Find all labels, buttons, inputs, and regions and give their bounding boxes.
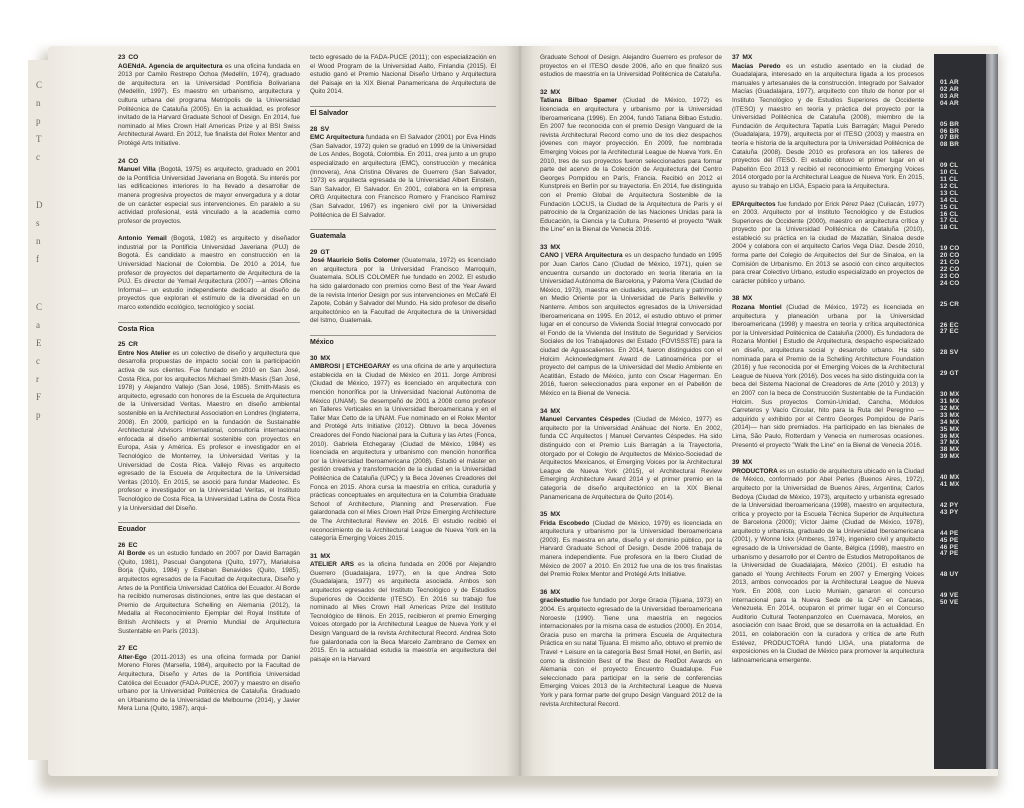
bio-entry (310, 553, 496, 665)
entry-text (310, 257, 496, 326)
entry-number-line (310, 126, 496, 135)
underlying-page-letter: c (36, 356, 40, 366)
entry-number-line (310, 553, 496, 562)
country-code: EC (128, 645, 138, 653)
index-entry: 48 UY (940, 571, 959, 579)
country-code: EC (128, 541, 138, 549)
entry-text (118, 350, 300, 513)
entry-name: AMBROSI | ETCHEGARAY (310, 363, 391, 371)
entry-name: EMC Arquitectura (310, 134, 364, 142)
index-entry: 41 MX (940, 481, 960, 488)
entry-text (310, 54, 496, 97)
entry-number-line (310, 249, 496, 258)
entry-body: (2011-2013) es una oficina formada por Daniel Moreno Flores (Marsella, 1984), arquitecto por la Facultad de Arquitectura, Diseño y Artes de la Pontificia Universidad Católica del Ecuador (FADA-PUCE, 2007) y maestro en diseño urbano por la Universidad Politécnica de Cataluña. Graduado en Urbanismo de la Universidad de Melbourne (2014), y Javier Mera Luna (Quito, 1987), arqui- (118, 653, 300, 713)
index-entry: 23 CO (940, 272, 960, 280)
entry-body: es un estudio asentado en la ciudad de Guadalajara, interesado en la arquitectura ligada a los procesos manuales y artesanales de la construcción. Integrado por Salvador Macías (Guadalajara, 1977), arquitecto con título de honor por el Instituto Tecnológico y de Estudios Superiores de Occidente (ITESO) y maestro en teoría y práctica del proyecto por la Universidad Politécnica de Cataluña (2008), miembro de la Fundación de Arquitectura Tapatía Luis Barragán; Magui Peredo (Guadalajara, 1979), arquitecta por el ITESO (2003) y maestra en teoría e historia de la arquitectura por la Universidad Politécnica de Cataluña (2008). Desde 2010 es profesora en los talleres de proyectos del ITESO. El estudio obtuvo el primer lugar en el Pabellón Eco 2013 y recibió el reconocimiento Emerging Voices 2014 otorgado por la Architectural League de Nueva York. En 2015, ayuso su trabajo en LIGA, Espacio para la Arquitectura. (732, 62, 924, 190)
entry-text (118, 166, 300, 226)
entry-text (732, 63, 924, 192)
entry-body: es una oficina de arte y arquitectura establecida en la Ciudad de México en 2011. Jorge Ambrosi (Ciudad de México, 1977) es licenciado en arquitectura con mención honorífica por la Universidad Nacional Autónoma de México (UNAM). Se desempeñó de 2001 a 2008 como profesor en Talleres Verticales en la Universidad Iberoamericana y en el Taller Max Cetto de la UNAM. Fue nominado en el Rolex Mentor and Protégé Arts Initiative (2012). Obtuvo la beca Jóvenes Creadores del Fondo Nacional para la Cultura y las Artes (Fonca, 2010). Gabriela Etchegaray (Ciudad de México, 1984) es licenciada en arquitectura y urbanismo con mención honorífica por la Universidad Iberoamericana (2008). Estudió el máster en gestión creativa y transformación de la ciudad en la Universidad Politécnica de Cataluña (UPC) y la Beca Jóvenes Creadores del Fonca en 2015. Ahora cursa la maestría en crítica, curaduría y prácticas conceptuales en arquitectura en la Columbia Graduate School of Architecture, Planning and Preservation. Fue galardonada con el Mies Crown Hall Prize Emerging Architecture de The Architectural Review en 2016. El estudio recibió el reconocimiento de la Architectural League de Nueva York en la categoría Emerging Voices 2015. (310, 363, 496, 543)
country-code: CO (128, 157, 139, 165)
entry-body: tecto egresado de la FADA-PUCE (2011); con especialización en el Wood Program de la Universidad Aalto, Finlandia (2015). El estudio ganó el Premio Nacional Diseño Urbano y Arquitectura del Paisaje en la XIX Bienal Panamericana de Arquitectura de Quito 2014. (310, 54, 496, 96)
entry-number-line (540, 511, 722, 520)
entry-name: Entre Nos Atelier (118, 349, 171, 357)
entry-body: fundada en El Salvador (2001) por Eva Hinds (San Salvador, 1972) quien se graduó en 1999 de la Universidad de Los Andes, Bogotá, Colombia. En 2011, crea junto a un grupo especializado en arquitectura (EMC), construcción y mecánica (Innovera), Ana Cristina Olivares de Guerrero (San Salvador, 1973) es arquitecta egresada de la Universidad Albert Einstein, San Salvador, El Salvador. En 2001, colabora en la empresa ORG Arquitectura con Francisco Romero y Francisco Ramírez (San Salvador, 1967) es ingeniero civil por la Universidad Politécnica de El Salvador. (310, 134, 496, 219)
index-entry: 04 AR (940, 99, 959, 107)
bio-entry (118, 542, 300, 637)
entry-text (310, 363, 496, 543)
entry-number-line (732, 295, 924, 304)
bio-entry (310, 249, 496, 326)
index-entry: 40 MX (940, 474, 960, 482)
bio-entry (118, 54, 300, 149)
country-code: MX (320, 552, 331, 560)
entry-number-line (310, 355, 496, 364)
entry-text (118, 654, 300, 714)
entry-number-line (732, 54, 924, 63)
index-entry: 35 MX (940, 425, 960, 433)
entry-number-line (118, 54, 300, 63)
entry-name: Manuel Villa (118, 166, 156, 174)
section-heading: México (310, 335, 496, 348)
entry-number: 35 (540, 511, 548, 519)
entry-text (310, 561, 496, 664)
entry-body: (Ciudad de México, 1972) es licenciada en arquitectura y planeación urbana por la Universidad Iberoamericana (1998) y maestra en teoría y crítica arquitectónica por la Universidad Politécnica de Cataluña (2000). Es fundadora de Rozana Montiel | Estudio de Arquitectura, despacho especializado en diseño, arquitectura social y desarrollo urbano. Ha sido nominada para el Premio de la Schelling Architecture Foundation (2016) y fue reconocida por el Emerging Voices de la Architectural League de Nueva York (2016). Dos veces ha sido distinguida con la beca del Sistema Nacional de Creadores de Arte (2010 y 2013) y en 2007 con la beca de Construcción Sustentable de la Fundación Holcim. Sus proyectos Común-Unidad, Cancha, Módulos Carreteros y Vacío Circular, hito para la Ruta del Peregrino —adquirido y exhibido por el Centro Georges Pompidou de París (2014)— han sido premiados. Ha participado en las bienales de Lima, São Paulo, Rotterdam y Venecia en numerosas ocasiones. Presentó el proyecto "Walk the Line" en la Bienal de Venecia 2016. (732, 304, 924, 449)
index-entry: 26 EC (940, 321, 959, 329)
bio-entry (540, 89, 722, 235)
entry-number: 37 (732, 54, 740, 61)
index-entry: 06 BR (940, 127, 960, 135)
bio-entry (540, 244, 722, 399)
country-code: MX (320, 354, 331, 362)
index-entry: 30 MX (940, 391, 960, 399)
index-entry: 22 CO (940, 265, 960, 273)
index-entry: 08 BR (940, 141, 960, 149)
index-entry: 01 AR (940, 79, 959, 86)
underlying-page-letter: n (36, 236, 41, 246)
entry-number-line (118, 158, 300, 167)
country-code: MX (550, 243, 561, 251)
entry-number: 30 (310, 354, 318, 362)
entry-number: 25 (118, 341, 126, 349)
entry-body: (Bogotá, 1975) es arquitecto, graduado en 2001 de la Pontificia Universidad Javeriana en Bogotá. Su interés por las edificaciones interiores lo ha llevado a desarrollar de manera progresiva proyectos de mayor envergadura y a dotar de un carácter especial sus intervenciones. En paralelo a su actividad profesional, está vinculado a la academia como profesor de proyectos. (118, 166, 300, 225)
entry-name: AGENdA. Agencia de arquitectura (118, 62, 223, 70)
index-entry: 37 MX (940, 439, 960, 447)
underlying-page-letter: C (36, 302, 43, 312)
entry-number: 31 (310, 552, 318, 560)
entry-number: 28 (310, 125, 318, 133)
index-entry: 49 VE (940, 592, 959, 600)
bio-entry (540, 589, 722, 709)
entry-number-line (540, 408, 722, 417)
index-entry: 33 MX (940, 411, 960, 419)
entry-number: 32 (540, 88, 548, 96)
index-entry: 03 AR (940, 92, 959, 100)
bio-entry (310, 355, 496, 544)
index-entry: 36 MX (940, 432, 960, 440)
bio-entry (540, 511, 722, 580)
section-heading: El Salvador (310, 106, 496, 119)
entry-number-line (118, 645, 300, 654)
open-book-spread (36, 46, 998, 776)
entry-body: es un despacho fundado en 1995 por Juan Carlos Cano (Ciudad de México, 1971), quien se encuentra cursando un doctorado en teoría literaria en la Universidad Autónoma de Barcelona, y Paloma Vera (Ciudad de México, 1973), maestra en ciudades, arquitectura y patrimonio en Medio Oriente por la Universidad de París Belleville y Nanterre. Ambos son arquitectos egresados de la Universidad Iberoamericana en 1995. En 2012, el estudio obtuvo el primer lugar en el concurso de Vivienda Social Integral convocado por el Fondo de la Vivienda del Instituto de Seguridad y Servicios Sociales de los Trabajadores del Estado (FOVISSSTE) para la ciudad de Aguascalientes. En 2014, fueron distinguidos con el Holcim Acknowledgment Award de Latinoamérica por el proyecto del campus de la Universidad del Medio Ambiente en Acatitlán, Estado de México, junto con Oscar Hagerman. En 2016, fueron seleccionados para exponer en el Pabellón de México en la Bienal de Venecia. (540, 252, 722, 397)
underlying-page-letter: p (36, 410, 41, 420)
underlying-page-letter: a (36, 320, 40, 330)
entry-body: Graduate School of Design. Alejandro Guerrero es profesor de proyectos en el ITESO desde 2006, año en que finalizó sus estudios de maestría en la Universidad Politécnica de Cataluña. (540, 54, 722, 79)
index-entry: 02 AR (940, 85, 959, 93)
entry-body: es la oficina fundada en 2006 por Alejandro Guerrero (Guadalajara, 1977), en la que Andrea Soto (Guadalajara, 1977) es arquitecta asociada. Ambos son arquitectos egresados del Instituto Tecnológico y de Estudios Superiores de Occidente (ITESO). En 2016 su trabajo fue nominado al Mies Crown Hall Americas Prize del Instituto Tecnológico de Illinois. En 2015, recibieron el premio Emerging Voices otorgado por la Architectural League de Nueva York y el Design Vanguard de la revista Architectural Record. Andrea Soto fue galardonada con la Beca Marcelo Zambrano de Cemex en 2015. En la actualidad estudia la maestría en arquitectura del paisaje en la Harvard (310, 561, 496, 663)
bio-entry (732, 201, 924, 287)
index-entry: 39 MX (940, 453, 960, 461)
index-entry: 44 PE (940, 529, 959, 537)
entry-number: 24 (118, 157, 126, 165)
entry-name: Alter-Ego (118, 653, 147, 661)
entry-number-line (540, 244, 722, 253)
entry-name: ATELIER ARS (310, 561, 355, 569)
index-entry: 14 CL (940, 196, 959, 204)
index-entry: 46 PE (940, 543, 959, 551)
entry-number-line (118, 542, 300, 551)
entry-name: Manuel Cervantes Céspedes (540, 416, 631, 424)
index-entry: 12 CL (940, 182, 959, 190)
book-gutter (506, 46, 534, 776)
country-code: MX (550, 511, 561, 519)
entry-body: es un estudio fundado en 2007 por David Barragán (Quito, 1981), Pascual Gangotena (Quito, 1977), Marialuisa Borja (Quito, 1984) y Esteban Benavides (Quito, 1985), arquitectos egresados de la Facultad de Arquitectura, Diseño y Artes de la Pontificia Universidad Católica del Ecuador. Al Borde ha recibido numerosas distinciones, entre las que destacan el Premio de Arquitectura Schelling en Alemania (2012), la Medalla al Reconocimiento Ejemplar del Royal Institute of British Architects y el Premio Mundial de Arquitectura Sustentable en París (2013). (118, 550, 300, 635)
entry-body: fue fundado por Erick Pérez Páez (Culiacán, 1977) en 2003. Arquitecto por el Instituto Tecnológico y de Estudios Superiores de Occidente (2000), maestro en arquitectura crítica y proyecto por la Universidad Politécnica de Cataluña (2010), estableció su práctica en la ciudad de Mazatlán, Sinaloa desde 2004 y colabora con el arquitecto Carlos Vega Díaz. Desde 2010, forma parte del Colegio de Arquitectos del Sur de Sinaloa, en la Comisión de Urbanismo. En 2013 se asoció con cinco arquitectos para crear Colectivo Urbano, estudio especializado en proyectos de carácter público y urbano. (732, 200, 924, 285)
index-entry: 24 CO (940, 279, 960, 287)
right-page-column-1 (540, 54, 722, 718)
entry-text (732, 201, 924, 287)
section-heading: Ecuador (118, 522, 300, 535)
country-code: CR (128, 341, 138, 349)
entry-name: Macías Peredo (732, 62, 781, 70)
index-entry: 29 GT (940, 370, 959, 378)
section-heading: Costa Rica (118, 322, 300, 335)
entry-number: 23 (118, 54, 126, 61)
page-block-edge (986, 54, 998, 769)
index-entry: 28 SV (940, 349, 959, 357)
entry-name: EPArquitectos (732, 200, 776, 208)
country-code: MX (742, 459, 753, 467)
entry-number: 26 (118, 541, 126, 549)
index-entry: 34 MX (940, 418, 960, 426)
bio-entry (732, 459, 924, 665)
entry-body: (Guatemala, 1972) es licenciado en arquitectura por la Universidad Francisco Marroquín, Guatemala. SOLIS COLOMER fue fundado en 2002. El estudio ha sido galardonado con premios como Best of the Year Award de la revista Interior Design por sus intervenciones en McCafé El Zapote, Cobán y Salvador del Mundo. Ha sido profesor de diseño arquitectónico en la Facultad de Arquitectura de la Universidad del Istmo, Guatemala. (310, 257, 496, 325)
entry-number: 36 (540, 588, 548, 596)
bio-entry (118, 235, 300, 312)
index-entry: 11 CL (940, 176, 959, 183)
index-entry: 45 PE (940, 536, 959, 544)
entry-text (540, 252, 722, 398)
country-index-sidebar (934, 54, 986, 769)
entry-number-line (118, 341, 300, 350)
entry-body: (Bogotá, 1982) es arquitecto y diseñador industrial por la Pontificia Universidad Javeriana (PUJ) de Bogotá. Es candidato a maestro en construcción en la Universidad Nacional de Colombia. De 2010 a 2014, fue profesor de proyectos del departamento de Arquitectura de la PUJ. Es director de Yemail Arquitectura (2007) —antes Oficina Informal— un estudio independiente dedicado al diseño de proyectos que exploran el estímulo de la diversidad en un marco extendido ecológico, tecnológico y social. (118, 235, 300, 312)
underlying-page-letter: c (36, 152, 40, 162)
right-page-column-2 (732, 54, 924, 674)
entry-name: PRODUCTORA (732, 467, 778, 475)
entry-text (118, 235, 300, 312)
entry-name: Tatiana Bilbao Spamer (540, 97, 618, 105)
bio-entry (732, 295, 924, 450)
entry-number-line (540, 89, 722, 98)
underlying-page-letter: r (36, 374, 39, 384)
entry-name: Al Borde (118, 550, 146, 558)
index-entry: 31 MX (940, 398, 960, 405)
entry-text (540, 597, 722, 709)
index-entry: 18 CL (940, 224, 959, 232)
bio-entry (118, 645, 300, 714)
entry-number: 34 (540, 407, 548, 415)
country-code: MX (550, 588, 561, 596)
underlying-page-letter: E (36, 338, 42, 348)
entry-name: Antonio Yemail (118, 235, 167, 243)
index-entry: 20 CO (940, 252, 960, 260)
index-entry: 38 MX (940, 446, 960, 454)
underlying-page-letter: D (36, 200, 43, 210)
entry-name: Frida Escobedo (540, 519, 590, 527)
underlying-page-letter: p (36, 116, 41, 126)
index-entry: 19 CO (940, 245, 960, 253)
country-code: MX (550, 88, 561, 96)
country-code: SV (320, 125, 330, 133)
index-entry: 27 EC (940, 328, 959, 336)
index-entry: 05 BR (940, 120, 960, 128)
right-page (518, 46, 998, 776)
entry-name: Rozana Montiel (732, 304, 782, 312)
underlying-page-letter: s (36, 218, 40, 228)
underlying-page-letter: F (36, 392, 42, 402)
left-page-column-1 (118, 54, 300, 723)
entry-body: (Ciudad de México, 1977) es arquitecto por la Universidad Anáhuac del Norte. En 2002, funda CC Arquitectos | Manuel Cervantes Céspedes. Ha sido distinguido con el Premio Luis Barragán a la Trayectoria, otorgado por el Colegio de Arquitectos de México-Sociedad de Arquitectos Mexicanos, el Emerging Voices por la Architectural League de Nueva York (2015), el Architectural Review Emerging Architecture Award 2014 y el primer premio en la categoría de diseño arquitectónico en la XIX Bienal Panamericana de Arquitectura de Quito (2014). (540, 416, 722, 501)
entry-text (540, 97, 722, 235)
entry-name: José Mauricio Solís Colomer (310, 257, 400, 265)
index-entry: 13 CL (940, 189, 959, 197)
bio-entry (118, 158, 300, 227)
underlying-page-letter: f (36, 254, 39, 264)
index-entry: 21 CO (940, 259, 960, 266)
index-entry: 25 CR (940, 300, 960, 308)
entry-text (540, 54, 722, 80)
country-code: GT (320, 248, 330, 256)
bio-entry (540, 408, 722, 503)
underlying-page-letter: n (36, 98, 41, 108)
index-entry: 09 CL (940, 162, 959, 170)
entry-text (540, 416, 722, 502)
country-code: MX (742, 54, 753, 61)
entry-number-line (540, 589, 722, 598)
index-entry: 43 PY (940, 508, 959, 516)
bio-entry (310, 54, 496, 97)
index-entry: 07 BR (940, 134, 960, 142)
entry-text (540, 520, 722, 580)
entry-number: 38 (732, 295, 740, 303)
entry-name: CANO | VERA Arquitectura (540, 252, 623, 260)
entry-number: 27 (118, 645, 126, 653)
entry-body: es un estudio de arquitectura ubicado en la Ciudad de México, conformado por Abel Perles (Buenos Aires, 1972), arquitecto por la Universidad de Buenos Aires, Argentina; Carlos Bedoya (Ciudad de México, 1973), arquitecto y urbanista egresado de la Universidad Iberoamericana (1998), maestro en arquitectura, crítica y proyecto por la Escuela Técnica Superior de Arquitectura de Barcelona (2000); Víctor Jaime (Ciudad de México, 1978), arquitecto y urbanista, graduado de la Universidad Iberoamericana (2001), y Wonne Ickx (Amberes, 1974), ingeniero civil y arquitecto egresado de la Universidad de Gante, Bélgica (1998), maestro en urbanismo y desarrollo por el Centro de Estudios Metropolitanos de la Universidad de Guadalajara, México (2001). El estudio ha ganado el Young Architects Forum en 2007 y Emerging Voices 2013, ambos convocados por la Architectural League de Nueva York. En 2008, con Lucio Muniain, ganaron el concurso internacional para la Nueva Sede de la CAF en Caracas, Venezuela. En 2014, ocuparon el primer lugar en el Concurso Auditorio Cultural Teotenpanzolco en Cuernavaca, Morelos, en asociación con Isaac Broid, que se desarrolla en la actualidad. En 2011, en colaboración con la curadora y crítica de arte Ruth Estévez, PRODUCTORA fundó LIGA, una plataforma de exposiciones en la Ciudad de México para promover la arquitectura latinoamericana emergente. (732, 467, 924, 664)
index-entry: 47 PE (940, 550, 959, 558)
index-entry: 15 CL (940, 203, 959, 211)
index-entry: 32 MX (940, 404, 960, 412)
entry-text (118, 63, 300, 149)
country-code: MX (742, 295, 753, 303)
entry-body: (Ciudad de México, 1979) es licenciada en arquitectura y urbanismo por la Universidad Iberoamericana (2003). Es maestra en arte, diseño y el dominio público, por la Harvard Graduate School of Design. Desde 2006 trabaja de manera independiente. Fue profesora en la Ibero Ciudad de México de 2007 a 2010. En 2012 fue una de los tres finalistas del Premio Rolex Mentor and Protégé Arts Initiative. (540, 519, 722, 579)
left-page (48, 46, 518, 776)
index-entry: 42 PY (940, 501, 959, 509)
index-entry: 17 CL (940, 217, 959, 225)
entry-number: 39 (732, 459, 740, 467)
entry-text (732, 468, 924, 666)
bio-entry (540, 54, 722, 80)
entry-body: es un colectivo de diseño y arquitectura que desarrolla propuestas de impacto social con la participación activa de sus clientes. Fue fundado en 2010 en San José, Costa Rica, por los arquitectos Michael Smith-Masis (San José, 1978) y Alejandro Vallejo (San José, 1985). Smith-Masis es arquitecto, egresado con honores de la Escuela de Arquitectura de la Universidad Veritas. Maestro en diseño ambiental sostenible en la Architectural Association en Londres (Inglaterra, 2008). En 2009, participó en la fundación de Sustainable Architectural Advisors International, consultoría internacional enfocada al diseño ambiental sostenible con proyectos en Europa, Asia y América. Es profesor e investigador en el Tecnológico de Monterrey, la Universidad Veritas y la Universidad de Costa Rica. Vallejo Rivas es arquitecto egresado de la Escuela de Arquitectura de la Universidad Veritas (2010). En 2015, se asoció para fundar Madeotec. Es profesor e investigador en la Universidad Veritas, el Instituto Tecnológico de Costa Rica, la Universidad Latina de Costa Rica y la Universidad del Diseño. (118, 349, 300, 512)
section-heading: Guatemala (310, 229, 496, 242)
entry-text (310, 134, 496, 220)
entry-number-line (732, 459, 924, 468)
entry-body: (Ciudad de México, 1972) es licenciada en arquitectura y urbanismo por la Universidad Iberoamericana (1996). En 2004, fundó Tatiana Bilbao Estudio. En 2007 fue reconocida con el premio Design Vanguard de la revista Architectural Record como uno de los diez despachos jóvenes con mayor proyección. En 2009, fue nombrada Emerging Voices por la Architectural League de Nueva York. En 2010, tres de sus proyectos fueron seleccionados para formar parte del acervo de la Colección de Arquitectura del Centro Georges Pompidou en París, Francia. Recibió en 2012 el Kunstpreis en Berlín por su trayectoria. En 2014, fue distinguida con el Premio Global de Arquitectura Sostenible de la Fundación LOCUS, la Ciudad de la Arquitectura de París y el patrocinio de la Organización de las Naciones Unidas para la Educación, la Ciencia y la Cultura. Presentó el proyecto "Walk the Line" en la Bienal de Venecia 2016. (540, 97, 722, 234)
bio-entry (310, 126, 496, 221)
entry-number: 33 (540, 243, 548, 251)
underlying-page-letter: T (36, 134, 42, 144)
underlying-page-letter: C (36, 80, 43, 90)
entry-text (118, 550, 300, 636)
entry-body: fue fundado por Jorge Gracia (Tijuana, 1973) en 2004. Es arquitecto egresado de la Universidad Iberoamericana Noroeste (1990). Tiene una maestría en negocios internacionales por la misma casa de estudios (2000). En 2014, Gracia puso en marcha la primera Escuela de Arquitectura Práctica en su natal Tijuana. El mismo año, obtuvo el premio de Travel + Leisure en la categoría Best Small Hotel, en Berlín, así como la distinción Best of the Best de RedDot Awards en Alemania con el proyecto Encuentro Guadalupe. Fue seleccionado para participar en la serie de conferencias Emerging Voices 2013 de la Architectural League de Nueva York y para formar parte del grupo Design Vanguard 2012 de la revista Architectural Record. (540, 597, 722, 708)
entry-number: 29 (310, 248, 318, 256)
bio-entry (732, 54, 924, 192)
index-entry: 50 VE (940, 599, 959, 607)
index-entry: 10 CL (940, 169, 959, 177)
entry-body: es una oficina fundada en 2013 por Camilo Restrepo Ochoa (Medellín, 1974), graduado de arquitectura en la Universidad Pontificia Bolivariana (Medellín, 1997). Es maestro en urbanismo, arquitectura y cultura urbana del programa Metrópolis de la Universidad Politécnica de Cataluña (2005). En la actualidad, es profesor invitado de la Harvard Graduate School of Design. En 2014, fue nominado al Mies Crown Hall Americas Prize y al BSI Swiss Architectural Award. En 2012, fue finalista del Rolex Mentor and Protégé Arts Initiative. (118, 62, 300, 147)
left-page-column-2 (310, 54, 496, 673)
bio-entry (118, 341, 300, 513)
country-code: CO (128, 54, 139, 61)
entry-text (732, 304, 924, 450)
entry-name: gracilestudio (540, 597, 580, 605)
index-entry: 16 CL (940, 210, 959, 218)
country-code: MX (550, 407, 561, 415)
